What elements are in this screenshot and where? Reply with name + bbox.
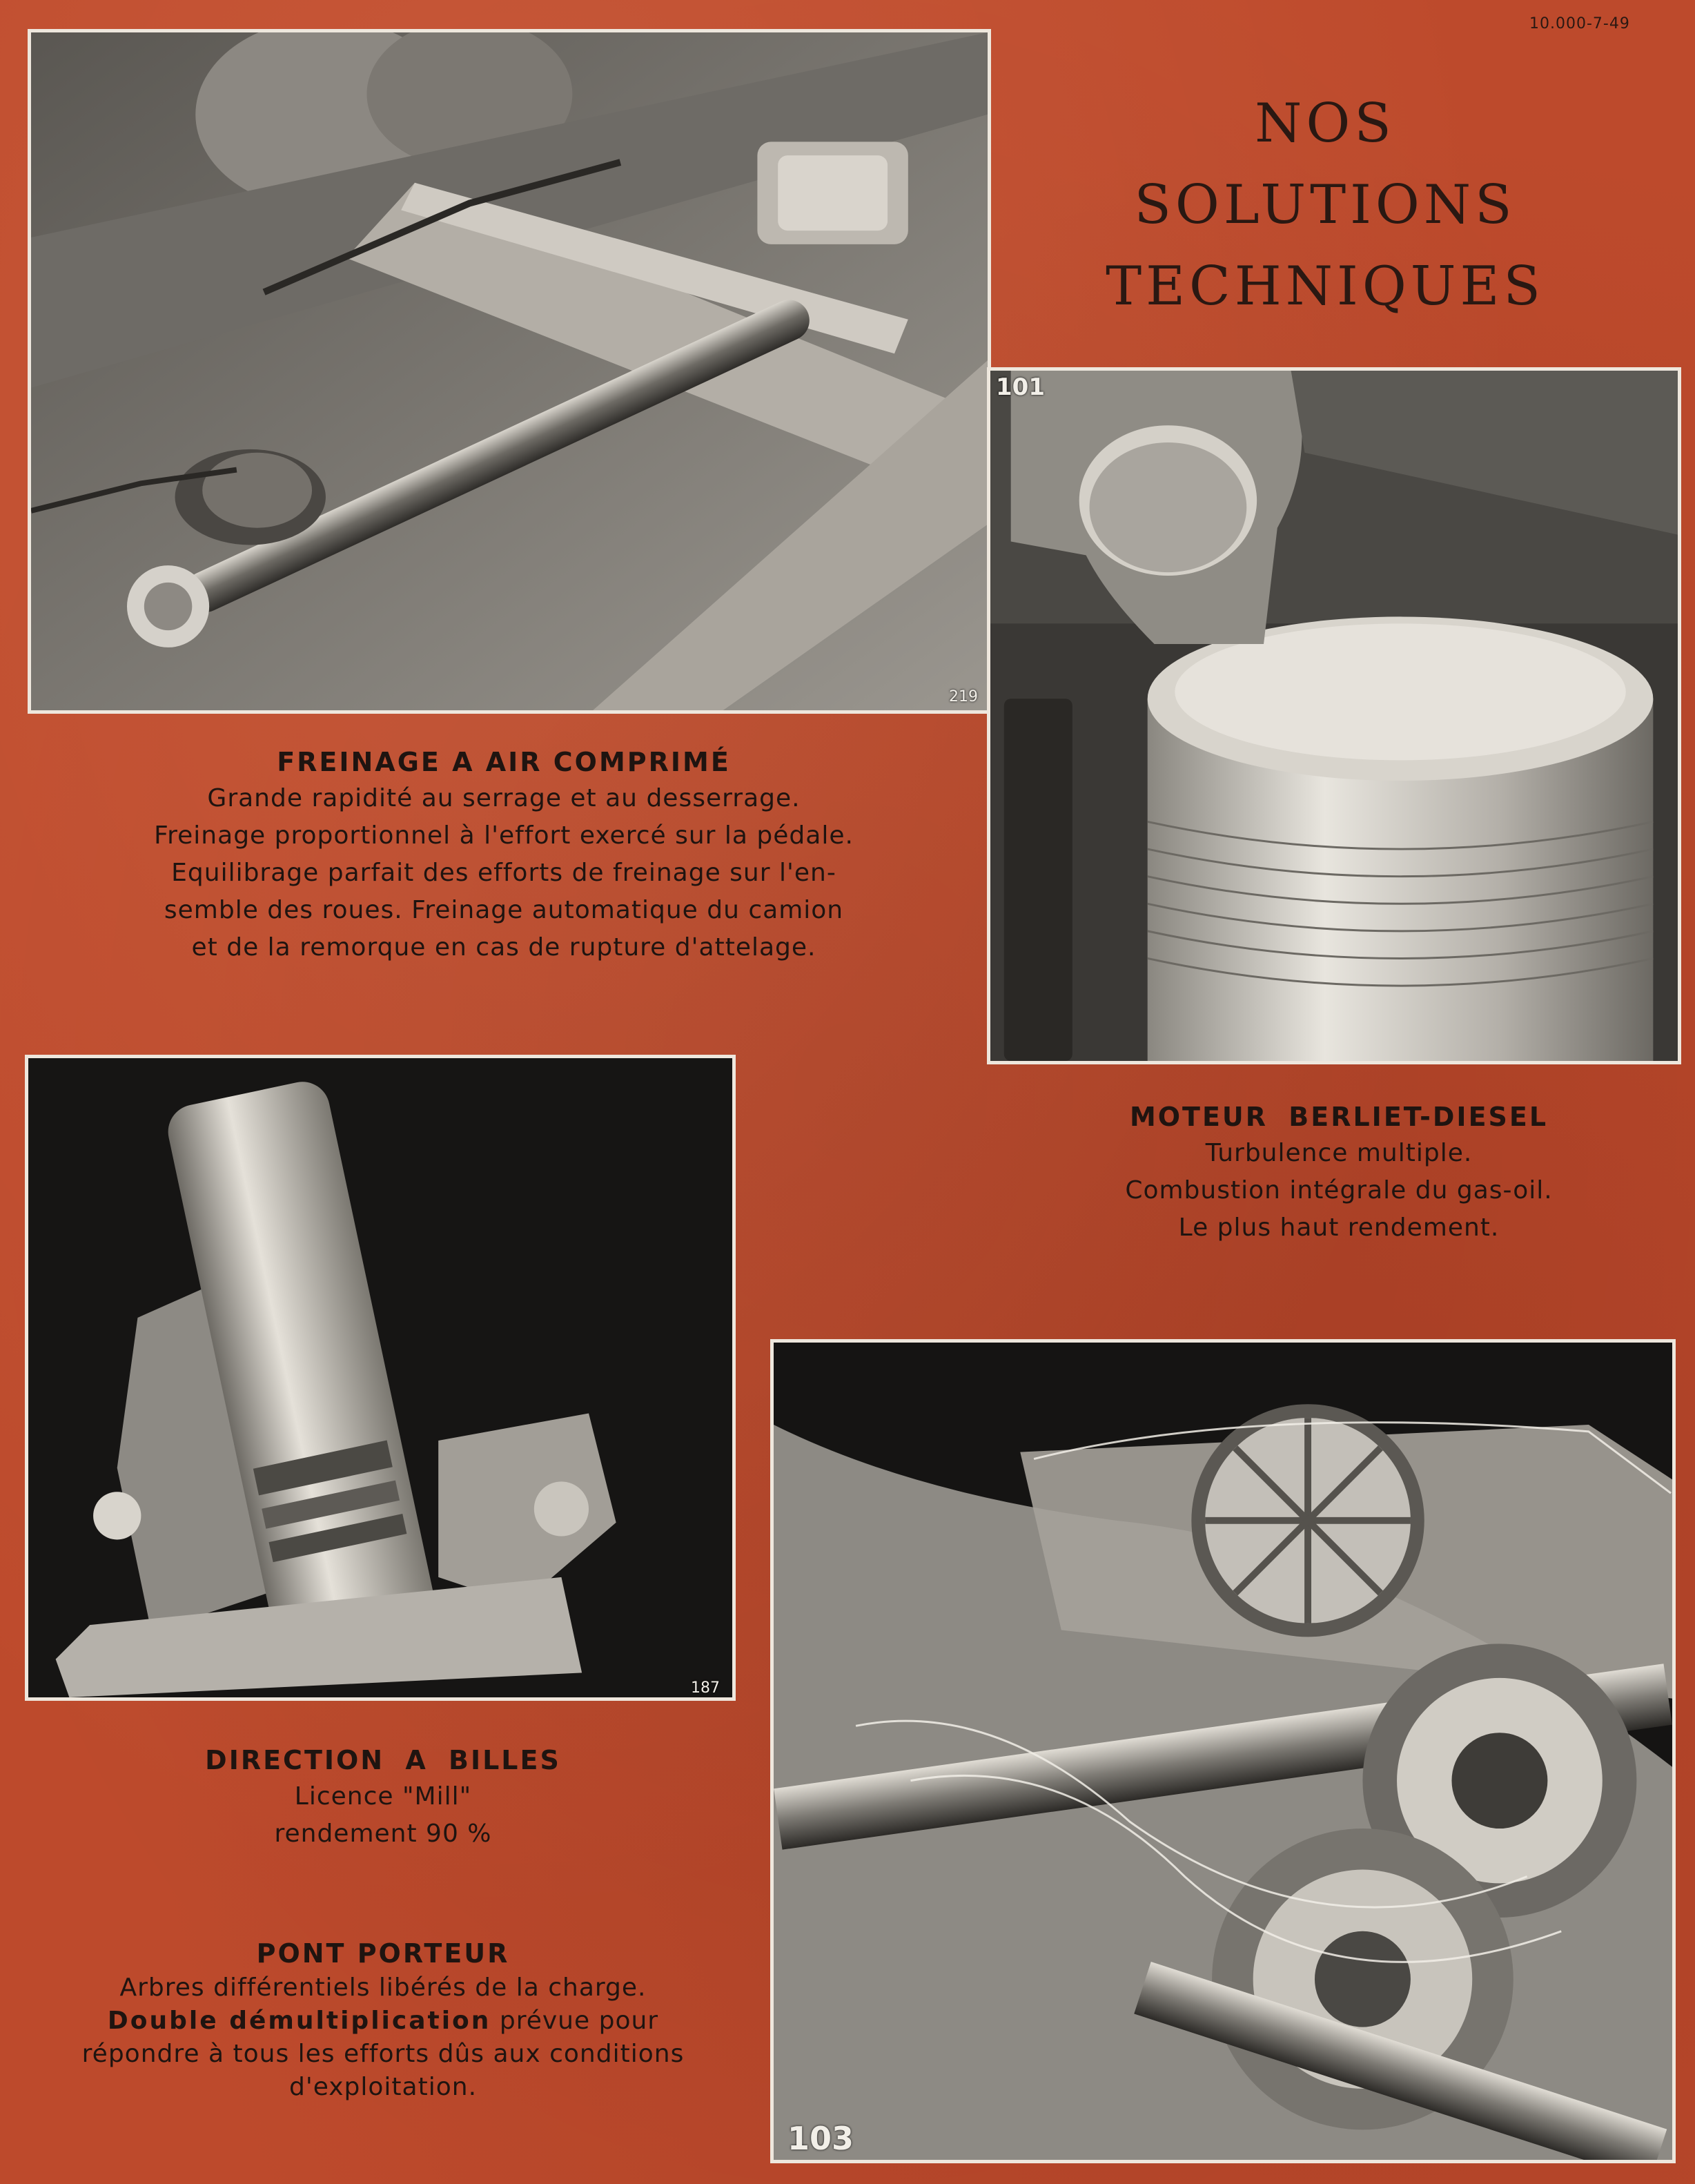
direction-line: Licence "Mill"	[294, 1782, 472, 1811]
axle-illustration	[774, 1343, 1672, 2160]
title-line-3: TECHNIQUES	[1106, 255, 1545, 318]
pont-line: répondre à tous les efforts dûs aux conditions	[81, 2040, 685, 2068]
pont-line	[35, 2005, 732, 2038]
freinage-heading: FREINAGE A AIR COMPRIMÉ	[277, 747, 731, 777]
pont-line: Arbres différentiels libérés de la charge.	[119, 1973, 647, 2002]
moteur-line: Le plus haut rendement.	[1178, 1213, 1500, 1242]
engine-photo-number: 101	[996, 373, 1045, 401]
axle-photo	[770, 1339, 1676, 2163]
direction-line: rendement 90 %	[274, 1820, 492, 1848]
print-code: 10.000-7-49	[1529, 15, 1630, 32]
freinage-line: semble des roues. Freinage automatique du camion	[164, 896, 844, 924]
brake-illustration	[31, 32, 988, 710]
page-title	[1077, 83, 1574, 327]
freinage-line: Freinage proportionnel à l'effort exercé sur la pédale.	[154, 821, 854, 850]
brake-photo-number: 219	[949, 688, 978, 705]
piston-illustration	[990, 371, 1678, 1061]
direction-heading: DIRECTION A BILLES	[205, 1745, 561, 1775]
steering-photo-number: 187	[691, 1679, 720, 1697]
title-line-2: SOLUTIONS	[1134, 174, 1516, 236]
steering-photo	[25, 1055, 736, 1701]
title-line-1: NOS	[1255, 92, 1395, 155]
freinage-line: et de la remorque en cas de rupture d'attelage.	[191, 933, 816, 962]
moteur-line: Turbulence multiple.	[1205, 1139, 1473, 1167]
freinage-line: Grande rapidité au serrage et au desserrage.	[207, 784, 801, 812]
brake-photo	[28, 29, 991, 714]
freinage-line: Equilibrage parfait des efforts de freinage sur l'en-	[171, 859, 836, 887]
engine-photo	[987, 367, 1681, 1064]
moteur-heading: MOTEUR BERLIET-DIESEL	[1129, 1102, 1549, 1132]
pont-line: d'exploitation.	[288, 2073, 478, 2101]
pont-heading: PONT PORTEUR	[256, 1938, 510, 1969]
pont-bold-phrase: Double démultiplication	[107, 2007, 491, 2035]
freinage-caption	[41, 744, 966, 966]
steering-illustration	[28, 1058, 732, 1697]
pont-caption	[35, 1936, 732, 2104]
moteur-caption	[1056, 1099, 1622, 1247]
moteur-line: Combustion intégrale du gas-oil.	[1125, 1176, 1553, 1205]
pont-line-rest: prévue pour	[491, 2007, 659, 2035]
axle-photo-number: 103	[787, 2120, 854, 2157]
direction-caption	[55, 1742, 711, 1853]
